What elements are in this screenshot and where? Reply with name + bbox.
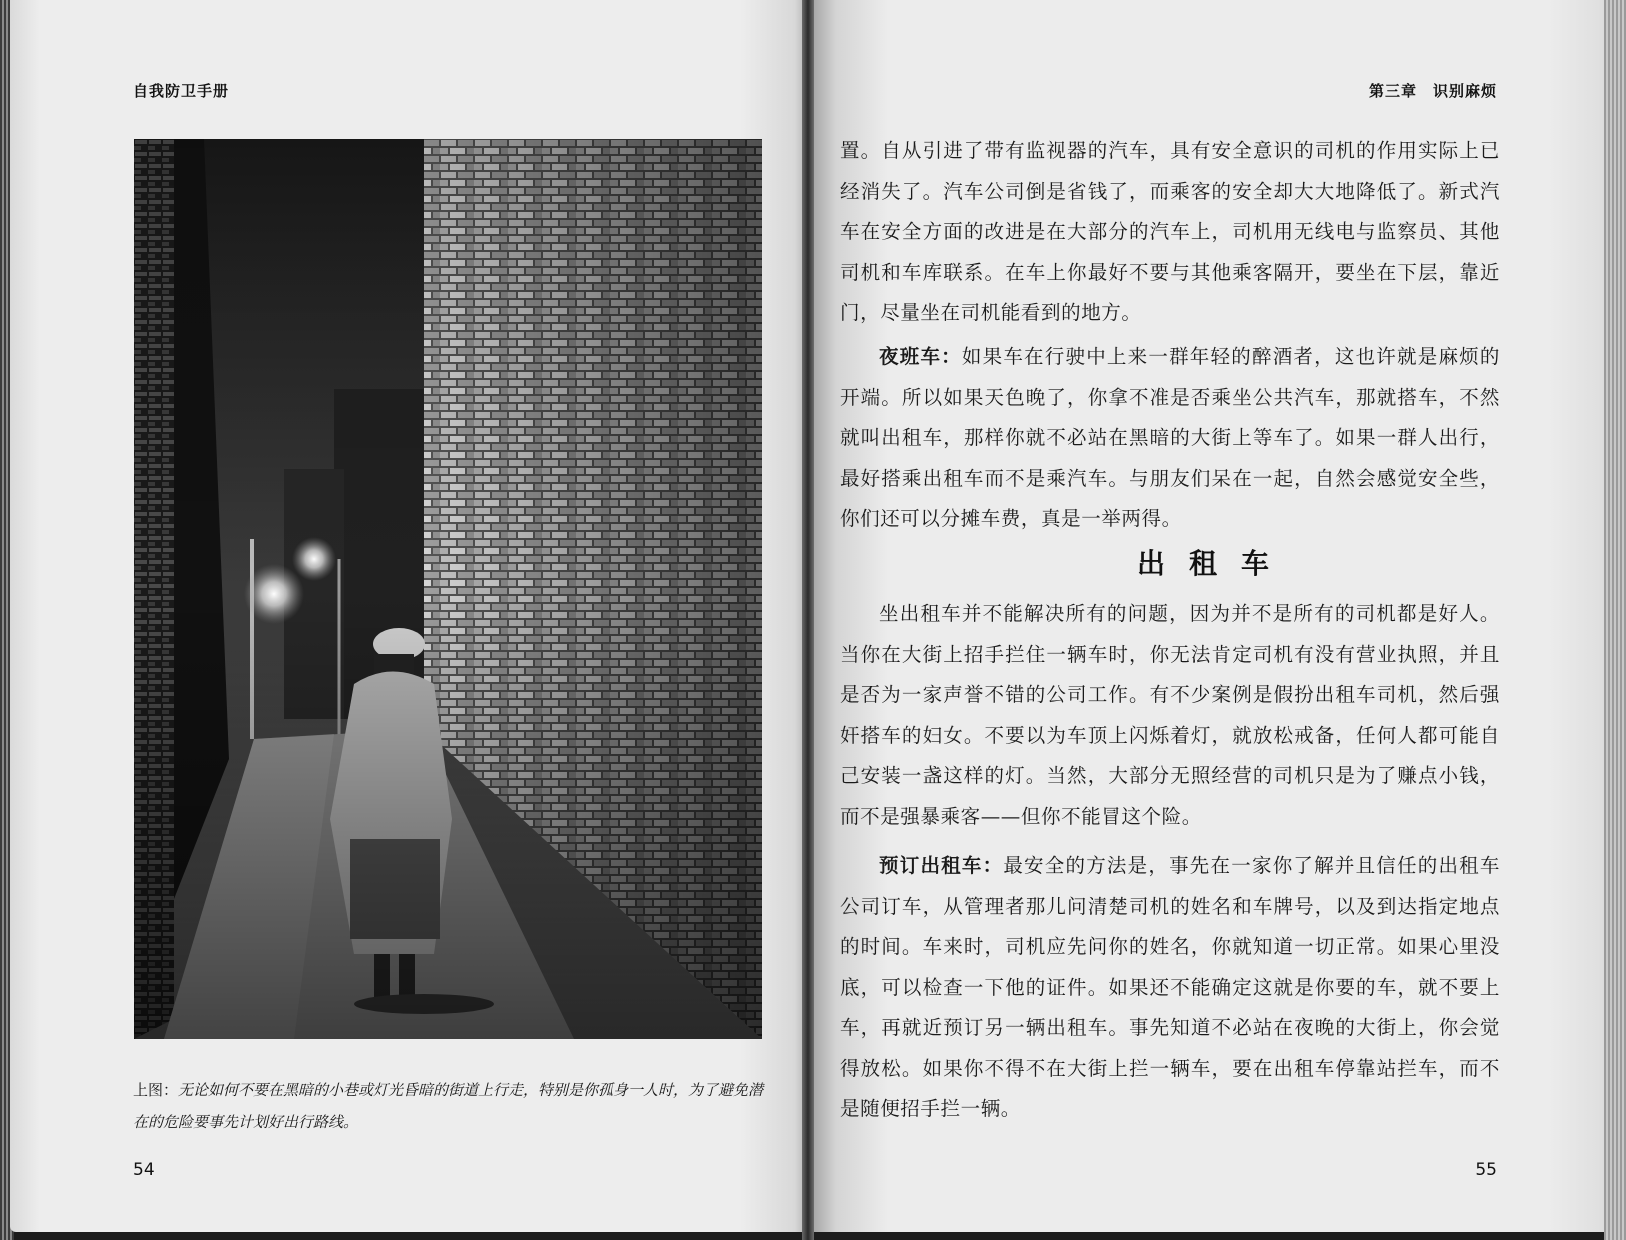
taxi-paragraph: 坐出租车并不能解决所有的问题，因为并不是所有的司机都是好人。当你在大街上招手拦住一辆车时，你无法肯定司机有没有营业执照，并且是否为一家声誉不错的公司工作。有不少案例是假扮出租车司机，然后强奸搭车的妇女。不要以为车顶上闪烁着灯，就放松戒备，任何人都可能自己安装一盏这样的灯。当然，大部分无照经营的司机只是为了赚点小钱，而不是强暴乘客——但你不能冒这个险。 bbox=[840, 602, 1500, 828]
taxi-block bbox=[840, 594, 1500, 837]
booking-paragraph bbox=[840, 846, 1500, 1130]
booking-lead: 预订出租车： bbox=[879, 854, 1004, 877]
page-number-left: 54 bbox=[133, 1160, 155, 1180]
page-number-right: 55 bbox=[1475, 1160, 1497, 1180]
book-edge-right bbox=[1604, 0, 1626, 1240]
night-bus-lead: 夜班车： bbox=[879, 345, 962, 368]
section-title: 出租车 bbox=[1136, 547, 1293, 580]
continued-paragraph-block bbox=[840, 131, 1500, 334]
right-page bbox=[808, 0, 1622, 1232]
photo-caption bbox=[133, 1074, 773, 1138]
running-head-right: 第三章 识别麻烦 bbox=[1368, 82, 1497, 100]
night-bus-text: 如果车在行驶中上来一群年轻的醉酒者，这也许就是麻烦的开端。所以如果天色晚了，你拿不准是否乘坐公共汽车，那就搭车，不然就叫出租车，那样你就不必站在黑暗的大街上等车了。如果一群人出行，最好搭乘出租车而不是乘汽车。与朋友们呆在一起，自然会感觉安全些，你们还可以分摊车费，真是一举两得。 bbox=[840, 345, 1500, 530]
night-bus-paragraph bbox=[840, 337, 1500, 540]
continued-paragraph: 置。自从引进了带有监视器的汽车，具有安全意识的司机的作用实际上已经消失了。汽车公司倒是省钱了，而乘客的安全却大大地降低了。新式汽车在安全方面的改进是在大部分的汽车上，司机用无线电与监察员、其他司机和车库联系。在车上你最好不要与其他乘客隔开，要坐在下层，靠近门，尽量坐在司机能看到的地方。 bbox=[840, 139, 1500, 324]
caption-label: 上图： bbox=[133, 1081, 179, 1099]
booking-block bbox=[840, 846, 1500, 1130]
running-head-left: 自我防卫手册 bbox=[133, 82, 230, 100]
booking-text: 最安全的方法是，事先在一家你了解并且信任的出租车公司订车，从管理者那儿问清楚司机的姓名和车牌号，以及到达指定地点的时间。车来时，司机应先问你的姓名，你就知道一切正常。如果心里没底，可以检查一下他的证件。如果还不能确定这就是你要的车，就不要上车，再就近预订另一辆出租车。事先知道不必站在夜晚的大街上，你会觉得放松。如果你不得不在大街上拦一辆车，要在出租车停靠站拦车，而不是随便招手拦一辆。 bbox=[840, 854, 1500, 1120]
left-page bbox=[10, 0, 810, 1232]
night-bus-block bbox=[840, 337, 1500, 540]
book-spine bbox=[802, 0, 814, 1240]
caption-text: 无论如何不要在黑暗的小巷或灯光昏暗的街道上行走，特别是你孤身一人时，为了避免潜在的危险要事先计划好出行路线。 bbox=[133, 1081, 764, 1131]
alley-photo bbox=[134, 139, 762, 1039]
